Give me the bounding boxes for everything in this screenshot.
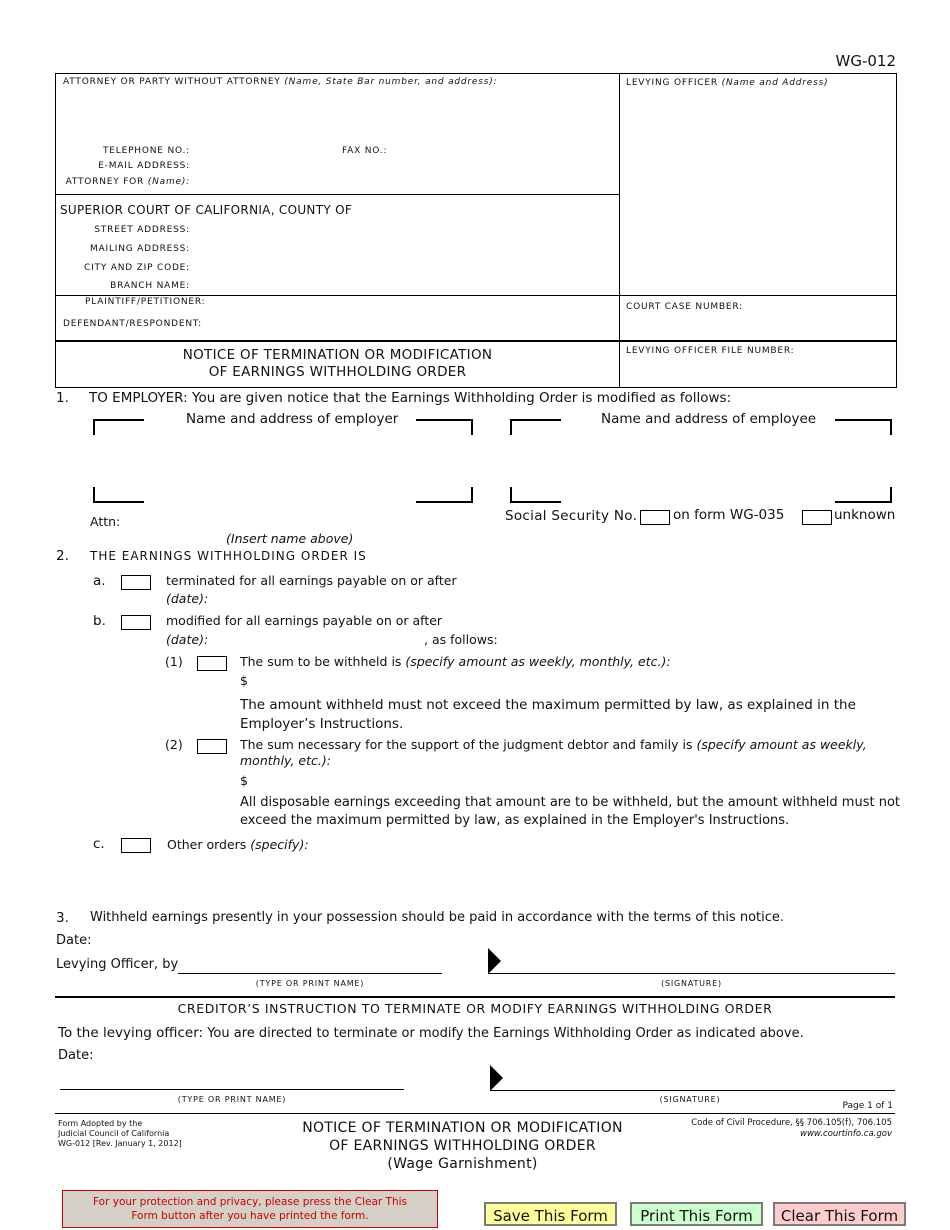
modified-date-label: (date): <box>166 632 209 647</box>
attn-label: Attn: <box>90 514 121 529</box>
creditor-signature-label: (SIGNATURE) <box>659 1095 721 1104</box>
employer-caption: Name and address of employer <box>186 411 399 427</box>
terminated-text: terminated for all earnings payable on or after <box>166 573 457 588</box>
other-orders-text: Other orders (specify): <box>167 837 309 852</box>
signature-arrow-icon <box>488 948 502 974</box>
sub2-label: (2) <box>165 737 183 752</box>
sum-withheld-note: The amount withheld must not exceed the maximum permitted by law, as explained in the Employer’s Instructions. <box>240 697 856 732</box>
creditor-type-name: (TYPE OR PRINT NAME) <box>177 1095 287 1104</box>
form-id: WG-012 <box>835 52 896 70</box>
sum-withheld-dollar: $ <box>240 673 248 688</box>
print-form-button[interactable]: Print This Form <box>630 1202 763 1226</box>
plaintiff-label: PLAINTIFF/PETITIONER: <box>85 297 206 307</box>
as-follows-label: , as follows: <box>424 632 498 647</box>
insert-name-hint: (Insert name above) <box>226 531 354 546</box>
levying-officer-by: Levying Officer, by <box>56 957 179 972</box>
court-title: SUPERIOR COURT OF CALIFORNIA, COUNTY OF <box>60 203 353 217</box>
city-label: CITY AND ZIP CODE: <box>84 263 190 273</box>
officer-file-label: LEVYING OFFICER FILE NUMBER: <box>626 346 795 356</box>
clear-form-button[interactable]: Clear This Form <box>773 1202 906 1226</box>
officer-type-name: (TYPE OR PRINT NAME) <box>255 979 365 988</box>
item1-number: 1. <box>56 390 69 406</box>
form-title: NOTICE OF TERMINATION OR MODIFICATION OF EARNINGS WITHHOLDING ORDER <box>182 347 493 380</box>
code-reference: Code of Civil Procedure, §§ 706.105(f), 706.105 www.courtinfo.ca.gov <box>691 1118 892 1139</box>
on-form-label: on form WG-035 <box>673 507 785 523</box>
defendant-label: DEFENDANT/RESPONDENT: <box>63 319 202 329</box>
footer-title: NOTICE OF TERMINATION OR MODIFICATION OF EARNINGS WITHHOLDING ORDER (Wage Garnishment) <box>302 1120 623 1172</box>
creditor-signature-arrow-icon <box>490 1065 504 1091</box>
sum-withheld-checkbox[interactable] <box>197 656 227 671</box>
creditor-date-label: Date: <box>58 1048 94 1063</box>
ssn-label: Social Security No. <box>505 508 638 524</box>
email-label: E-MAIL ADDRESS: <box>98 161 190 171</box>
branch-label: BRANCH NAME: <box>110 281 190 291</box>
item3-date-label: Date: <box>56 933 92 948</box>
item2c-label: c. <box>93 836 105 852</box>
item2-heading: THE EARNINGS WITHHOLDING ORDER IS <box>90 549 367 563</box>
terminated-checkbox[interactable] <box>121 575 151 590</box>
terminated-date-label: (date): <box>166 591 209 606</box>
other-orders-checkbox[interactable] <box>121 838 151 853</box>
mailing-label: MAILING ADDRESS: <box>89 244 190 254</box>
sub1-label: (1) <box>165 654 183 669</box>
attorney-label: ATTORNEY OR PARTY WITHOUT ATTORNEY (Name, State Bar number, and address): <box>63 77 498 87</box>
employee-caption: Name and address of employee <box>601 411 817 427</box>
save-form-button[interactable]: Save This Form <box>484 1202 617 1226</box>
adopted-note: Form Adopted by the Judicial Council of California WG-012 [Rev. January 1, 2012] <box>58 1119 182 1148</box>
item2-number: 2. <box>56 548 69 564</box>
attorney-for-label: ATTORNEY FOR (Name): <box>65 177 190 187</box>
modified-checkbox[interactable] <box>121 615 151 630</box>
officer-signature-label: (SIGNATURE) <box>661 979 722 988</box>
item2b-label: b. <box>93 613 106 629</box>
ssn-unknown-checkbox[interactable] <box>802 510 832 525</box>
ssn-on-form-checkbox[interactable] <box>640 510 670 525</box>
creditor-heading: CREDITOR’S INSTRUCTION TO TERMINATE OR MODIFY EARNINGS WITHHOLDING ORDER <box>177 1001 773 1016</box>
support-sum-checkbox[interactable] <box>197 739 227 754</box>
fax-label: FAX NO.: <box>342 146 388 156</box>
support-sum-dollar: $ <box>240 773 248 788</box>
item2a-label: a. <box>93 573 106 589</box>
creditor-direction: To the levying officer: You are directed to terminate or modify the Earnings Withholding Order as indicated above. <box>58 1025 804 1041</box>
support-sum-text: The sum necessary for the support of the judgment debtor and family is (specify amount as weekly, monthly, etc.): <box>240 737 867 768</box>
item1-text: TO EMPLOYER: You are given notice that the Earnings Withholding Order is modified as follows: <box>89 390 732 406</box>
modified-text: modified for all earnings payable on or after <box>166 613 443 628</box>
privacy-notice: For your protection and privacy, please press the Clear This Form button after you have printed the form. <box>62 1190 438 1228</box>
page-number: Page 1 of 1 <box>842 1101 893 1111</box>
unknown-label: unknown <box>834 507 896 523</box>
telephone-label: TELEPHONE NO.: <box>103 146 190 156</box>
item3-text: Withheld earnings presently in your possession should be paid in accordance with the terms of this notice. <box>90 910 785 925</box>
item3-number: 3. <box>56 910 69 926</box>
support-sum-note: All disposable earnings exceeding that amount are to be withheld, but the amount withheld must not exceed the maximum permitted by law, as explained in the Employer's Instructions. <box>240 795 900 828</box>
case-number-label: COURT CASE NUMBER: <box>626 302 743 312</box>
sum-withheld-text: The sum to be withheld is (specify amount as weekly, monthly, etc.): <box>240 654 671 669</box>
street-label: STREET ADDRESS: <box>94 225 190 235</box>
levying-officer-label: LEVYING OFFICER (Name and Address) <box>626 78 829 88</box>
